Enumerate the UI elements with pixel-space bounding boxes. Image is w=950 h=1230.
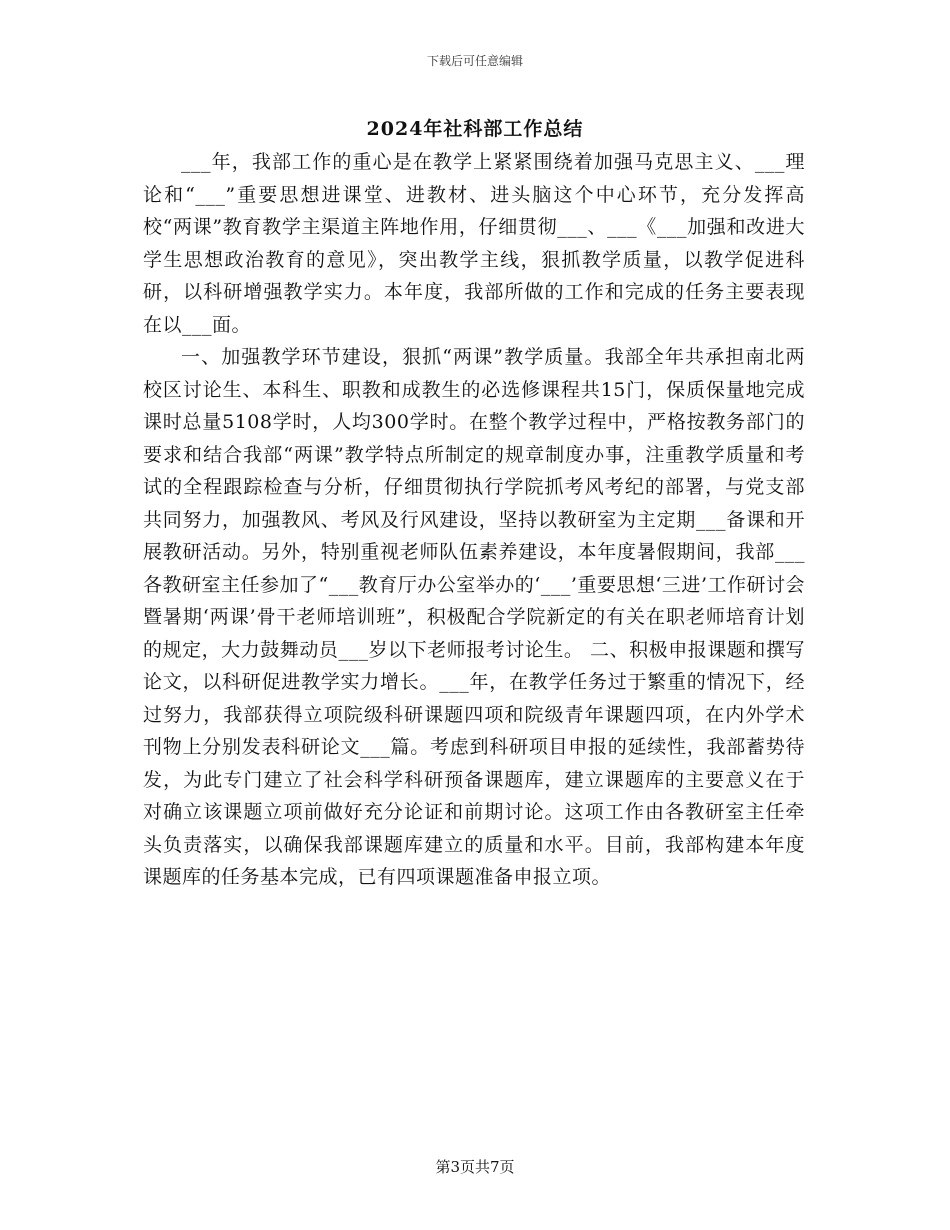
- page-footer: 第3页共7页: [435, 1158, 515, 1176]
- header-note: 下载后可任意编辑: [426, 54, 523, 68]
- document-body: [143, 146, 805, 894]
- paragraph-2: 一、加强教学环节建设，狠抓“两课”教学质量。我部全年共承担南北两校区讨论生、本科生、职教和成教生的必选修课程共15门，保质保量地完成课时总量5108学时，人均300学时。在整个教学过程中，严格按教务部门的要求和结合我部“两课”教学特点所制定的规章制度办事，注重教学质量和考试的全程跟踪检查与分析，仔细贯彻执行学院抓考风考纪的部署，与党支部共同努力，加强教风、考风及行风建设，坚持以教研室为主定期___备课和开展教研活动。另外，特别重视老师队伍素养建设，本年度暑假期间，我部___各教研室主任参加了“___教育厅办公室举办的‘___’重要思想‘三进’工作研讨会暨暑期‘两课’骨干老师培训班”，积极配合学院新定的有关在职老师培育计划的规定，大力鼓舞动员___岁以下老师报考讨论生。 二、积极申报课题和撰写论文，以科研促进教学实力增长。___年，在教学任务过于繁重的情况下，经过努力，我部获得立项院级科研课题四项和院级青年课题四项，在内外学术刊物上分别发表科研论文___篇。考虑到科研项目申报的延续性，我部蓄势待发，为此专门建立了社会科学科研预备课题库，建立课题库的主要意义在于对确立该课题立项前做好充分论证和前期讨论。这项工作由各教研室主任牵头负责落实，以确保我部课题库建立的质量和水平。目前，我部构建本年度课题库的任务基本完成，已有四项课题准备申报立项。: [143, 346, 805, 888]
- paragraph-1: ___年，我部工作的重心是在教学上紧紧围绕着加强马克思主义、___理论和“___”重要思想进课堂、进教材、进头脑这个中心环节，充分发挥高校“两课”教育教学主渠道主阵地作用，仔细贯彻___、___《___加强和改进大学生思想政治教育的意见》，突出教学主线，狠抓教学质量，以教学促进科研，以科研增强教学实力。本年度，我部所做的工作和完成的任务主要表现在以___面。: [143, 151, 805, 336]
- page-title: 2024年社科部工作总结: [366, 118, 584, 140]
